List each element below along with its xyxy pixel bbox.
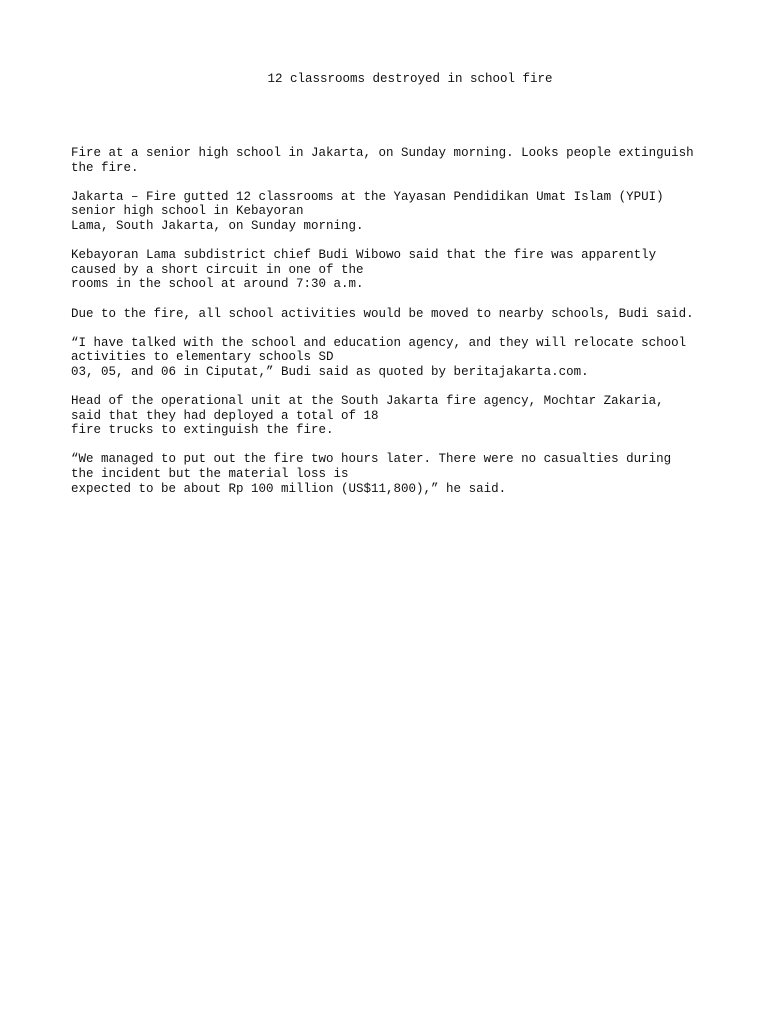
paragraph-quote-loss xyxy=(71,452,731,496)
paragraph-cause xyxy=(71,248,731,292)
paragraph-line: activities to elementary schools SD xyxy=(71,350,334,365)
paragraph-line: Jakarta – Fire gutted 12 classrooms at the Yayasan Pendidikan Umat Islam (YPUI) xyxy=(71,189,664,204)
paragraph-lead xyxy=(71,190,731,234)
document-title: 12 classrooms destroyed in school fire xyxy=(267,72,553,86)
paragraph-line: 03, 05, and 06 in Ciputat,” Budi said as quoted by beritajakarta.com. xyxy=(71,364,589,379)
paragraph-caption xyxy=(71,146,731,175)
paragraph-line: rooms in the school at around 7:30 a.m. xyxy=(71,277,364,292)
paragraph-fire-agency xyxy=(71,394,731,438)
article-body xyxy=(71,146,731,511)
paragraph-activities xyxy=(71,307,731,322)
paragraph-line: senior high school in Kebayoran xyxy=(71,204,304,219)
paragraph-line: Lama, South Jakarta, on Sunday morning. xyxy=(71,218,364,233)
paragraph-line: expected to be about Rp 100 million (US$11,800),” he said. xyxy=(71,481,507,496)
paragraph-line: Head of the operational unit at the South Jakarta fire agency, Mochtar Zakaria, xyxy=(71,394,664,409)
paragraph-line: Fire at a senior high school in Jakarta, on Sunday morning. Looks people extinguish xyxy=(71,146,694,160)
paragraph-line: the fire. xyxy=(71,160,139,175)
paragraph-line: said that they had deployed a total of 18 xyxy=(71,408,379,423)
paragraph-line: Kebayoran Lama subdistrict chief Budi Wibowo said that the fire was apparently xyxy=(71,248,657,263)
paragraph-line: fire trucks to extinguish the fire. xyxy=(71,423,334,438)
paragraph-line: caused by a short circuit in one of the xyxy=(71,262,364,277)
paragraph-line: “We managed to put out the fire two hours later. There were no casualties during xyxy=(71,452,672,467)
paragraph-line: Due to the fire, all school activities would be moved to nearby schools, Budi said. xyxy=(71,306,694,321)
paragraph-line: “I have talked with the school and education agency, and they will relocate school xyxy=(71,335,687,350)
paragraph-quote-budi xyxy=(71,336,731,380)
paragraph-line: the incident but the material loss is xyxy=(71,467,349,482)
